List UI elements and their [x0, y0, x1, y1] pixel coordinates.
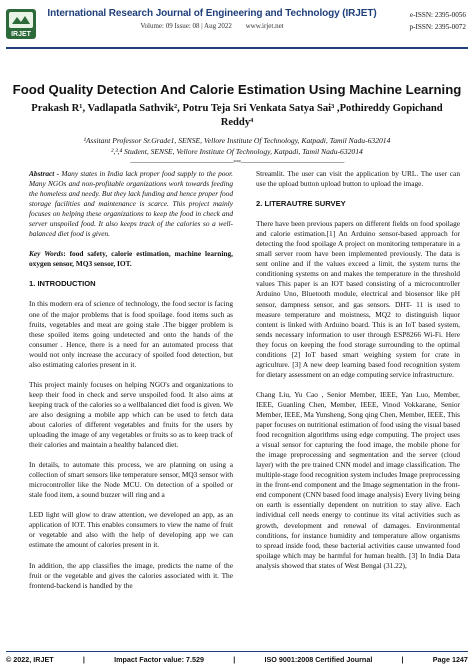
intro-paragraph-3: In details, to automate this process, we are planning on using a collection of smart sensors like temperature sensor, MQ3 sensor with microcontroller like the Node MCU. On detection of a spoiled or stale food item, a sound buzzer will ring and a [29, 460, 233, 500]
survey-paragraph-1: There have been previous papers on different fields on food spoilage and calorie estimation.[1] An Arduino sensor-based approach for detecting the food spoilage A project on monitoring temperature in a small server room have been implemented previously. The data is sent online and if the values exceed a limit, the system turns the conditioning systems on and makes the temperature in the threshold values This paper is an IOT based consisting of a microcontroller Arduino Uno, Bluetooth module, electrical and biosensor like pH sensor, dampness sensor, and gas sensors. DHT- 11 is used to measure temperature and moistness, MQ2 to distinguish liquor content is linked with Arduino board. This is an IoT based system, sends necessary information to user through ESP8266 Wi-Fi. Here they focus on keeping the food storage surrounding to the optimal conditions [2] IoT based smart weighing system for crate in agriculture. [3] A new deep learning based food recognition system for dietary assessment on an edge computing service infrastructure. [256, 219, 460, 379]
pissn: p-ISSN: 2395-0072 [409, 23, 466, 31]
intro-paragraph-5-continued: Streamlit. The user can visit the application by URL. The user can use the upload button upload button to upload the image. [256, 169, 460, 189]
footer-iso: ISO 9001:2008 Certified Journal [264, 655, 373, 664]
separator-line: --------------------------------------------------------------------------***-------------------------------------------------------------------------- [129, 160, 345, 166]
footer-divider [6, 651, 468, 652]
keywords-text: : food safety, calorie estimation, machine learning, oxygen sensor, MQ3 sensor, IOT. [29, 249, 233, 269]
header-divider [6, 47, 468, 49]
right-column [256, 169, 460, 571]
footer-copyright: © 2022, IRJET [6, 655, 54, 664]
volume-issue: Volume: 09 Issue: 08 | Aug 2022 [140, 22, 232, 30]
authors-line-2: Reddy⁴ [220, 117, 254, 128]
intro-paragraph-5: In addition, the app classifies the image, predicts the name of the fruit or the vegetable and gives the calories associated with it. The frontend-backend is handled by the [29, 560, 233, 590]
author-list [30, 102, 444, 130]
left-column [29, 169, 233, 591]
intro-paragraph-1: In this modern era of science of technology, the food sector is facing one of the major problems that is food spoilage. food items such as fruits, vegetables and meat are going stale .The bigger problem is these spoiled items going undetected and onto the hands of the consumer . Hence, there is a need for an automated process that would not only increase the accuracy of spoiled food detection, but also estimating calories present in it. [29, 299, 233, 369]
intro-paragraph-2: This project mainly focuses on helping NGO's and organizations to keep their food in check and serve unspoiled food. It also aims at keeping track of the calories so a wellbalanced diet food is given. We are also designing a mobile app which can be used to fetch data about calories of different vegetables and fruits for the users by uploading the image of any vegetables or fruits so as to keep track of their calories and maintain a healthy balanced diet. [29, 379, 233, 450]
footer-impact-factor: Impact Factor value: 7.529 [114, 655, 204, 664]
survey-paragraph-2: Chang Liu, Yu Cao , Senior Member, IEEE, Yan Luo, Member, IEEE, Guanling Chen, Member, IEEE, Vinod Vokkarane, Senior Member, IEEE, Ma Yunsheng, Song qing Chen, Member, IEEE, This paper focuses on nutritional estimation of food using the visual based food recognition algorithms using edge computing. The project uses a visual sensor for capturing the food image, the mobile phone for the image preprocessing and segmentation and the server (cloud layer) with the pre trained CNN model and image classification. The multiple-stage food recognition system includes Image preprocessing in the front-end component and the Image segmentation in the front-end component (CNN based food image analysis) Every living being on earth is essentially dependent on nutrition to stay alive. Each individual cell needs energy to continue its vital activities such as growth, development and renewal of damages. Environmental conditions, for instance humidity and temperature allow organisms to spread inside food, these bacterial activities cause unwanted food spoilage which may be harmful for human health. [3] In India Data analysis showed that states of West Bengal (31.22), [256, 389, 460, 570]
footer-sep-1: | [82, 655, 85, 664]
footer-page-number: Page 1247 [432, 655, 468, 664]
journal-website[interactable]: www.irjet.net [245, 22, 284, 30]
journal-header [0, 0, 474, 66]
keywords [29, 249, 233, 269]
eissn: e-ISSN: 2395-0056 [409, 11, 466, 19]
abstract-label: Abstract - [29, 169, 60, 178]
abstract [29, 169, 233, 239]
footer-sep-2: | [233, 655, 236, 664]
section-literature-survey-heading: 2. LITERAUTRE SURVEY [256, 199, 346, 209]
irjet-logo [6, 9, 36, 39]
affiliation-1: ¹Assitant Professor Sr.Grade1, SENSE, Vellore Institute Of Technology, Katpadi, Tamil Nadu-632014 [83, 136, 391, 145]
keywords-label: Key Words [29, 249, 64, 259]
svg-text:IRJET: IRJET [11, 31, 31, 38]
paper-title: Food Quality Detection And Calorie Estimation Using Machine Learning [12, 82, 462, 97]
footer-sep-3: | [401, 655, 404, 664]
journal-title: International Research Journal of Engineering and Technology (IRJET) [47, 8, 377, 19]
abstract-text: Many states in India lack proper food supply to the poor. Many NGOs and non-profitable organizations work towards feeding the homeless and needy. But they lack funding and hence proper food storage facilities and maintenance is scarce. This project mainly focuses on helping these organizations to keep the food in check and server unspoiled food. It also keeps track of the calories so a well-balanced diet food is given. [29, 169, 233, 239]
section-introduction-heading: 1. INTRODUCTION [29, 279, 96, 289]
page-footer [6, 655, 468, 664]
intro-paragraph-4: LED light will glow to draw attention, we developed an app, as an application of IOT. This enables consumers to view the name of fruit or vegetable and also with the help of developing app we can estimate the amount of calories present in it. [29, 510, 233, 550]
authors-line-1: Prakash R¹, Vadlapatla Sathvik², Potru Teja Sri Venkata Satya Sai³ ,Pothireddy Gopichand [31, 103, 443, 114]
affiliation-2: ²,³,⁴ Student, SENSE, Vellore Institute Of Technology, Katpadi, Tamil Nadu-632014 [111, 147, 363, 156]
